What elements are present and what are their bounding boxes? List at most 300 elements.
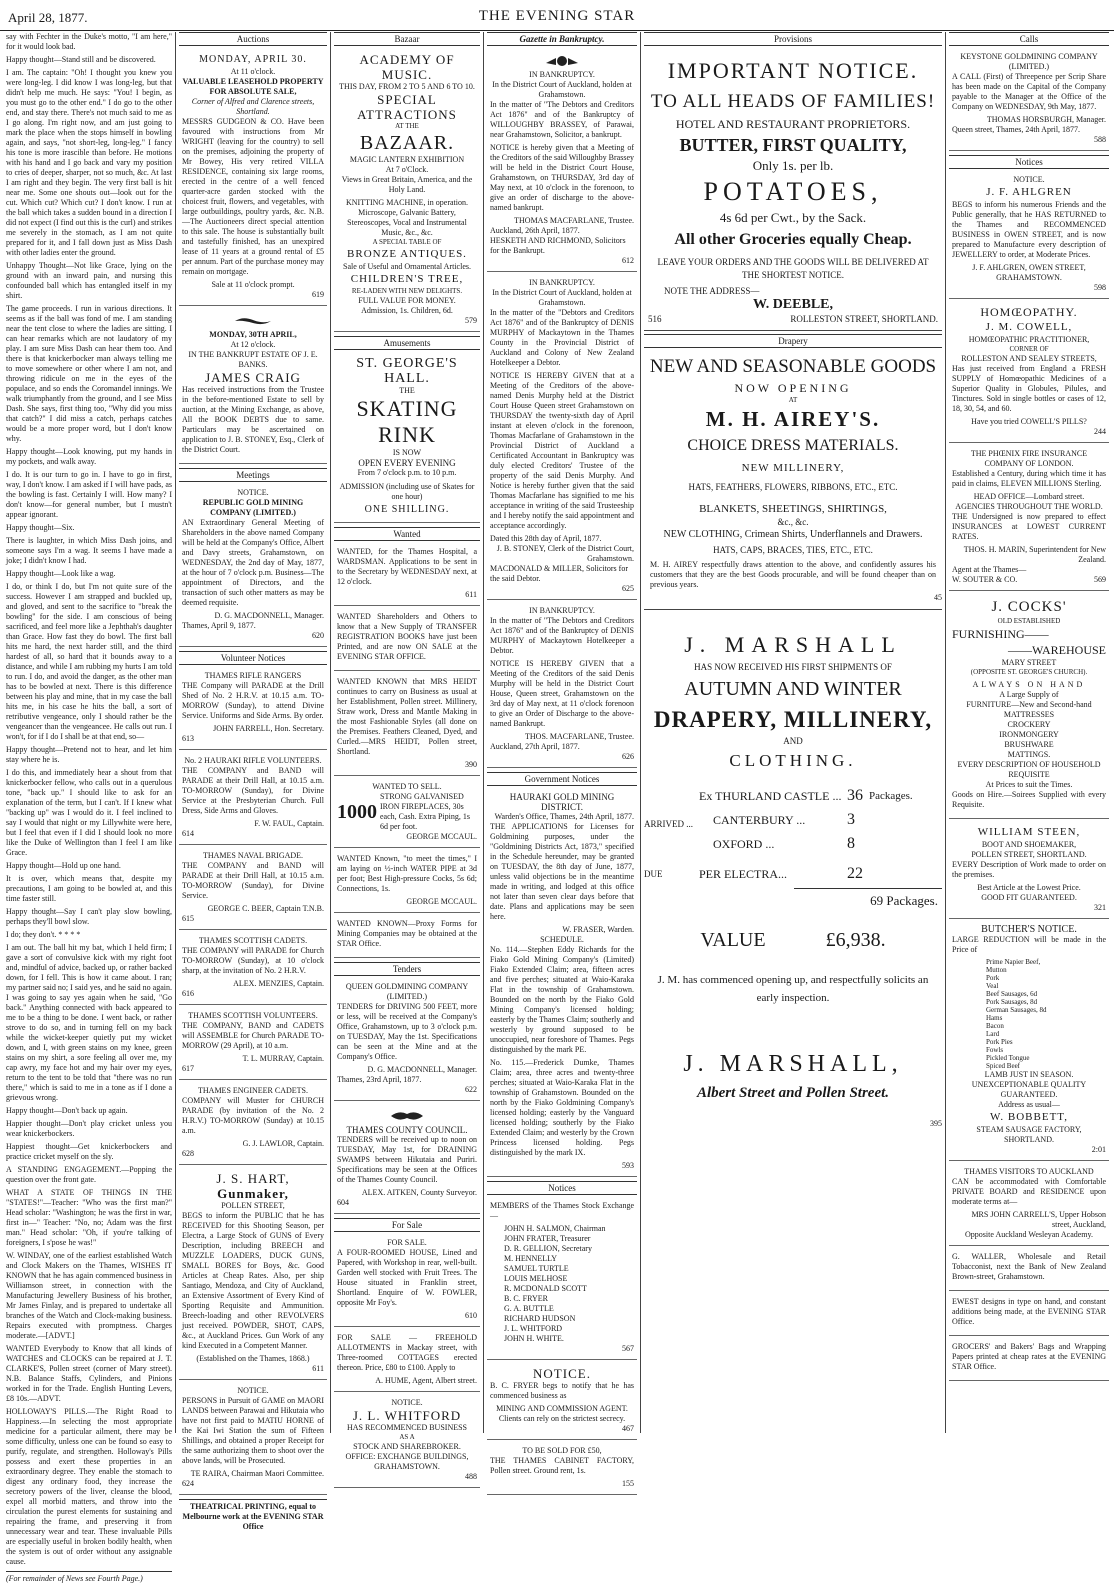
meat-item: Spiced Beef (986, 1062, 1021, 1070)
member-name: R. MCDONALD SCOTT (504, 1284, 587, 1293)
ad-number: 614 (182, 829, 194, 838)
ad-body: THE Undersigned is now prepared to effect INSURANCES at LOWEST CURRENT RATES. (952, 512, 1106, 541)
bazaar-line: Views in Great Britain, America, and the Holy Land. (341, 175, 473, 194)
ad-line: (OPPOSITE ST. GEORGE'S CHURCH). (970, 668, 1088, 676)
skating-ad (334, 354, 480, 523)
news-paragraph: Happy thought—Look like a wag. (6, 569, 116, 578)
bazaar-line: KNITTING MACHINE, in operation. Microscope, Galvanic Battery, Stereoscopes, Vocal and Instrumental Music, &c., &c. (346, 198, 468, 237)
business-name: J. MARSHALL (684, 632, 902, 657)
signature: TE RAIRA, Chairman Maori Committee. (190, 1469, 324, 1478)
package-count: 3 (847, 811, 855, 828)
ad-line: HOTEL AND RESTAURANT PROPRIETORS. (675, 117, 911, 131)
member-name: B. C. FRYER (504, 1294, 549, 1303)
ad-number: 604 (337, 1198, 349, 1207)
ad-body: STRONG GALVANISED IRON FIREPLACES, 30s each, Cash. Extra Piping, 1s 6d per foot. (380, 792, 470, 831)
signature: A. HUME, Agent, Albert street. (375, 1376, 477, 1385)
meeting-notice (179, 486, 327, 647)
ad-body: TENDERS for DRIVING 500 FEET, more or less, will be received at the Company's Office, Grahamstown, up to 3 o'clock p.m. on TUESDAY, May the 1st. Specifications can be seen at the Mine and at the Company's Office. (337, 1002, 477, 1061)
ad-body: WANTED KNOWN—Proxy Forms for Mining Companies may be obtained at the STAR Office. (337, 919, 477, 948)
ad-number: 488 (465, 1472, 477, 1481)
section-header-notices: Notices (487, 1181, 637, 1195)
news-paragraph: It is over, which means that, despite my precautions, I am going to be bowled at, and this time faster still. (6, 874, 172, 903)
ship-name: PER ELECTRA... (699, 867, 788, 881)
notice-date: Thames, April 9, 1877. (182, 621, 256, 630)
notice-date: Auckland, 27th April, 1877. (490, 742, 580, 751)
ad-line: AS A (399, 1433, 415, 1441)
rink-line: IS NOW (392, 448, 422, 457)
wanted-ad (334, 675, 480, 776)
news-footer: (For remainder of News see Fourth Page.) (6, 1571, 172, 1584)
member-name: M. HENNELLY (504, 1254, 557, 1263)
ad-line: CORNER OF (1009, 345, 1049, 353)
column-bankruptcy (487, 32, 637, 1488)
solicitor: MACDONALD & MILLER, Solicitors for the said Debtor. (490, 564, 628, 583)
notice-matter: In the matter of "The Debtors and Creditors Act 1876" and of the Bankruptcy of WILLOUGHBY BRASSEY, of Parawai, near Grahamstown, Solicitor, a bankrupt. (490, 100, 634, 139)
ad-title: THAMES COUNTY COUNCIL. (346, 1125, 468, 1135)
news-paragraph: WHAT A STATE OF THINGS IN THE "STATES!"—Teacher: "Who was the first man?" Head scholar: "Washington; he was the first in war, first in—" Teacher: "No, no; Adam was the first man." Head scholar: "Oh, if you're talking of foreigners, I s'pose he was!" (6, 1188, 172, 1247)
news-paragraph: Happy thought—Six. (6, 523, 75, 532)
signature: F. W. FAUL, Captain. (254, 819, 324, 828)
ad-subheadline: TO ALL HEADS OF FAMILIES! (650, 91, 936, 112)
ad-number: 588 (1094, 135, 1106, 144)
notice-body: NOTICE IS HEREBY GIVEN that a Meeting of the Creditors of the said Denis Murphy will be held in the District Court House, Queen street, Grahamstown on the 3rd day of May next, at 11 o'clock forenoon to give an Order of Discharge to the above-named Bankrupt. (490, 659, 634, 728)
ad-number: 613 (182, 734, 194, 743)
section-header-calls: Calls (949, 32, 1109, 46)
ad-number: 244 (1094, 427, 1106, 436)
ad-body: G. WALLER, Wholesale and Retail Tobacconist, next the Bank of New Zealand Brown-street, Grahamstown. (952, 1252, 1106, 1281)
paper-bags-ad (949, 1340, 1109, 1381)
section-header-amusements: Amusements (334, 336, 480, 350)
news-paragraph: I do this, and immediately hear a shout from that knickerbocker fellow, who calls out in a querulous tone, "back up." I should like to ask for an explanation of the term, but I can't. If I knew what "backing up" was I would do it. I feel inclined to say I would that night or my Lillywhite were here, but I feel that even if I did I should look no more like the Duke of Wellington than I feel I am like Grace. (6, 768, 172, 857)
column-rule (330, 32, 331, 1433)
auction-title: IN THE BANKRUPT ESTATE OF J. E. BANKS. (188, 350, 318, 369)
notice-title: IN BANKRUPTCY. (529, 70, 595, 79)
auction-ad (179, 50, 327, 306)
bazaar-ad (334, 50, 480, 332)
rink-line: OPEN EVERY EVENING (358, 458, 456, 468)
furniture-ad (949, 595, 1109, 819)
signature: GEORGE MCCAUL. (406, 832, 477, 841)
notice-title: NOTICE. (237, 1386, 269, 1395)
agent-notice (487, 1364, 637, 1440)
paper-title: THE EVENING STAR (478, 8, 636, 24)
notice-body: THE COMPANY and BAND will PARADE at their Drill Hall, at 10.15 a.m. TO-MORROW (Sunday), for Divine Service at the Presbyterian Church. Full Dress, Side Arms and Gloves. (182, 766, 324, 815)
news-paragraph: Happy thought—Look knowing, put my hands in my pockets, and walk away. (6, 447, 172, 466)
business-name: J. F. AHLGREN (986, 186, 1072, 198)
signature: ALEX. MENZIES, Captain. (233, 979, 324, 988)
ad-number: 321 (1094, 903, 1106, 912)
member-name: JOHN H. SALMON, Chairman (504, 1224, 606, 1233)
ad-line: ALWAYS ON HAND (972, 680, 1086, 689)
furniture-item: BRUSHWARE (1004, 740, 1054, 749)
schedule-item: No. 115.—Frederick Dumke, Thames Claim; area, three acres and twenty-three perches; situated at Waio-Karaka Flat in the township of Grahamstown. Bounded on the north by the Fiako Goldmining Company's licensed holding; easterly by the Vanguard licensed holding; southerly by the Fiako Extended Claim; and westerly by the Crown Princess licensed holding. Pegs distinguished by the mark IX. (490, 1058, 634, 1157)
company-name: REPUBLIC GOLD MINING COMPANY (LIMITED.) (202, 498, 304, 517)
meat-item: Veal (986, 982, 999, 990)
auction-sale-time: Sale at 11 o'clock prompt. (211, 280, 295, 289)
rink-line: ADMISSION (including use of Skates for one hour) (339, 482, 475, 501)
column-auctions (179, 32, 327, 1531)
ad-line: LAMB JUST IN SEASON. (984, 1070, 1074, 1079)
volunteer-notice (179, 849, 327, 930)
auctioneer-name: JAMES CRAIG (205, 370, 301, 385)
bazaar-heading: SPECIAL ATTRACTIONS (357, 92, 457, 122)
ad-title: BUTCHER'S NOTICE. (981, 924, 1077, 935)
notice-title: THAMES RIFLE RANGERS (204, 671, 302, 680)
ad-number: 579 (465, 316, 477, 325)
signature: G. J. LAWLOR, Captain. (242, 1139, 324, 1148)
notice-body: AN Extraordinary General Meeting of Shareholders in the above named Company will be held at the Company's Office, Albert and Davy streets, Grahamstown, on WEDNESDAY, the 2nd day of May, 1877, at the hour of 7 o'clock p.m. Business—The appointment of Directors, and the transaction of such other matters as may be deemed requisite. (182, 518, 324, 607)
homeopathy-ad (949, 303, 1109, 443)
ad-number: 622 (465, 1085, 477, 1094)
auction-ad (179, 310, 327, 464)
signature: MRS JOHN CARRELL'S, Upper Hobson street, Auckland, (971, 1210, 1106, 1229)
ad-headline: NEW AND SEASONABLE GOODS (649, 356, 937, 377)
signature: THOS. H. MARIN, Superintendent for New Zealand. (963, 545, 1106, 564)
notice-body: BEGS to inform his numerous Friends and the Public generally, that he HAS RETURNED to the Thames and RECOMMENCED BUSINESS in OWEN STREET, and is now prepared to Manufacture every description of JEWELLERY to order, at Moderate Prices. (952, 200, 1106, 259)
notice-title: No. 2 HAURAKI RIFLE VOLUNTEERS. (184, 756, 322, 765)
package-count: 36 (847, 787, 863, 804)
tender-ad (334, 1105, 480, 1214)
auction-time: At 12 o'clock. (230, 340, 276, 349)
ad-line: At Prices to suit the Times. (985, 780, 1073, 789)
news-paragraph: Happy thought—Stand still and be discovered. (6, 55, 156, 64)
meat-list (952, 958, 1106, 1070)
ad-body: EVERY Description of Work made to order on the premises. (952, 860, 1106, 879)
tobacconist-ad (949, 1250, 1109, 1291)
bazaar-hours: THIS DAY, FROM 2 TO 5 AND 6 TO 10. (339, 82, 475, 91)
quantity-number: 1000 (337, 801, 377, 823)
ad-body: BEGS to inform the PUBLIC that he has RECEIVED for this Shooting Season, per Electra, a Large Stock of GUNS of Every Description, including BREECH and MUZZLE LOADERS, DUCK GUNS, SMALL BORES for Boys, &c. Good Articles at Cheap Rates. Also, per ship Santiago, Mendoza, and City of Auckland, an Extensive Assortment of Every Kind of Sporting Requisite and Ammunition. Breech-loading and other REVOLVERS just received. POWDER, SHOT, CAPS, &c., at Auckland Prices. Gun Work of any kind Executed in a Competent Manner. (182, 1211, 324, 1350)
business-street: POLLEN STREET, (221, 1201, 285, 1210)
furniture-item: IRONMONGERY (999, 730, 1059, 739)
column-calls-notices (949, 32, 1109, 1433)
notice-title: HAURAKI GOLD MINING DISTRICT. (509, 792, 615, 812)
ad-body: WANTED, for the Thames Hospital, a WARDSMAN. Applications to be sent in to the Secretary by WEDNESDAY next, at 12 o'clock. (337, 547, 477, 586)
venue-name: ACADEMY OF MUSIC. (359, 52, 455, 82)
court-name: In the District Court of Auckland, holden at Grahamstown. (492, 288, 632, 307)
royal-arms-icon (542, 54, 582, 68)
column-bazaar (334, 32, 480, 1481)
meat-item: Pork Pies (986, 1038, 1013, 1046)
column-provisions-drapery (644, 32, 942, 1433)
hand-pointer-icon (233, 314, 273, 328)
news-paragraph: I am out. The ball hit my bat, which I held firm; I gave a sort of convulsive kick with my right foot and, mindful of advice, backed up, or rather backed down, for I fell. This is how it came about. I ran; my partner said no; I said yes, and he said no again. I was going to say yes again when he said, "Go back." Anything connected with back appeared to me to be a thing to be done. I went back, or rather strove to do so, and in turning fell on my back while the wicket-keeper quietly put my wicket down, and I, with green stains on my knee, green stains on my shirt, a sore feeling all over me, my cap awry, my face hot and my hair over my eyes, return to the tent to be told that "there was no run there," which is said to me in a tone as if I done a grievous wrong. (6, 943, 172, 1102)
meat-item: Pickled Tongue (986, 1054, 1030, 1062)
ad-body: FOR SALE — FREEHOLD ALLOTMENTS in Mackay street, with Three-roomed COTTAGES erected thereon. Price, £80 to £100. Apply to (337, 1333, 477, 1372)
column-rule (175, 32, 176, 1433)
business-name: W. DEEBLE, (752, 297, 833, 312)
ad-number: 390 (465, 760, 477, 769)
established-note: (Established on the Thames, 1868.) (196, 1354, 310, 1363)
ad-title: THAMES VISITORS TO AUCKLAND (964, 1167, 1094, 1176)
ad-price: Only 1s. per lb. (752, 158, 834, 173)
package-count: 8 (847, 835, 855, 852)
ad-title: QUEEN GOLDMINING COMPANY (LIMITED.) (345, 982, 469, 1001)
ad-number: 628 (182, 1149, 194, 1158)
jeweller-notice (949, 173, 1109, 299)
ad-number: 611 (312, 1364, 324, 1373)
ad-product: BUTTER, FIRST QUALITY, (679, 135, 907, 155)
bootmaker-ad (949, 823, 1109, 919)
bazaar-line: MAGIC LANTERN EXHIBITION (349, 155, 465, 164)
volunteer-notice (179, 1084, 327, 1165)
ad-body: TENDERS will be received up to noon on TUESDAY, May 1st, for DRAINING SWAMPS between Hikutaia and Puriri. Specifications may be seen at the Offices of the Thames County Council. (337, 1135, 477, 1184)
ad-body: EWEST designs in type on hand, and constant additions being made, at the EVENING STAR Office. (952, 1297, 1106, 1326)
business-address: ROLLESTON STREET, SHORTLAND. (790, 314, 938, 324)
wanted-ad (334, 917, 480, 958)
notice-title: IN BANKRUPTCY. (529, 606, 595, 615)
ad-price: 4s 6d per Cwt., by the Sack. (719, 210, 867, 225)
section-header-wanted: Wanted (334, 527, 480, 541)
ad-line: A Large Supply of (999, 690, 1059, 699)
volunteer-notice (179, 934, 327, 1005)
solicitor: HESKETH AND RICHMOND, Solicitors for the Bankrupt. (490, 236, 626, 255)
signature: J. B. STONEY, Clerk of the District Court, Grahamstown. (496, 544, 634, 563)
game-notice (179, 1384, 327, 1495)
meat-item: Prime Napier Beef, (986, 958, 1041, 966)
ad-line: NOW OPENING (734, 381, 852, 395)
notice-body: COMPANY will Muster for CHURCH PARADE (by invitation of the No. 2 H.R.V.) TO-MORROW (Sunday) at 10.15 a.m. (182, 1096, 324, 1135)
business-name: J. M. COWELL, (985, 321, 1073, 333)
tender-ad (334, 980, 480, 1101)
notice-title: IN BANKRUPTCY. (529, 278, 595, 287)
ad-number: 395 (930, 1119, 942, 1128)
meat-item: Hams (986, 1014, 1003, 1022)
news-paragraph: A STANDING ENGAGEMENT.—Popping the question over the front gate. (6, 1165, 172, 1184)
notice-title: THAMES SCOTTISH CADETS. (198, 936, 308, 945)
agent-name: W. SOUTER & CO. (952, 575, 1018, 584)
ad-body: CAN be accommodated with Comfortable PRIVATE BOARD and RESIDENCE upon moderate terms at— (952, 1177, 1106, 1206)
notice-date: Queen street, Thames, 24th April, 1877. (952, 125, 1081, 134)
ad-line: LEAVE YOUR ORDERS AND THE GOODS WILL BE DELIVERED AT THE SHORTEST NOTICE. (657, 257, 929, 280)
news-paragraph: I do, or think I do, but I'm not quite sure of the success. However I am strapped and buckled up, and gloved, and sent to the sacrifice to "break the bowling" for the side. I am conscious of being sacrificed, and feel more like a Jephthah's daughter than Grace. How fast they do bowl. The first ball hits me hard, the next harder still, and the third hardest of all, so hard that it bounds away to a distance, and while I am rubbing my hurts I am told to run. I do, and avoid the danger, as the other man has to be bowled at next. There is this difference between his play and mine, that in my case the ball hits me, in his case he hits the ball, a sort of retributive vengeance, only I should rather be the vengeancer than the vengeancee. He calls out run. I won't, for if I do I shall be at that end, so— (6, 582, 172, 741)
signature: JOHN FARRELL, Hon. Secretary. (213, 724, 324, 733)
crest-icon (387, 1109, 427, 1123)
ad-line: UNEXCEPTIONABLE QUALITY GUARANTEED. (971, 1080, 1087, 1099)
issue-date: April 28, 1877. (8, 10, 88, 25)
meat-item: Pork (986, 974, 1000, 982)
gunmaker-ad (179, 1169, 327, 1380)
ad-headline: ——WAREHOUSE (1008, 643, 1106, 657)
bazaar-at: AT THE (395, 122, 419, 130)
ad-line: FURNITURE—New and Second-hand (966, 700, 1092, 709)
business-trade: STEAM SAUSAGE FACTORY, (976, 1125, 1082, 1134)
ad-number: 611 (465, 590, 477, 599)
section-header-meetings: Meetings (179, 468, 327, 482)
column-rule (640, 32, 641, 1433)
auction-date: MONDAY, APRIL 30. (199, 54, 307, 65)
ad-body: Goods on Hire.—Soirees Supplied with every Requisite. (952, 790, 1106, 809)
ship-name: CANTERBURY ... (713, 813, 806, 827)
value-amount: £6,938. (825, 929, 886, 951)
signature: T. L. MURRAY, Captain. (242, 1054, 324, 1063)
signature: D. G. MACDONNELL, Manager. (214, 611, 324, 620)
ad-line: BLANKETS, SHEETINGS, SHIRTINGS, (699, 503, 887, 515)
notice-body: THE COMPANY will PARADE for Church TO-MORROW (Sunday), at 10 o'clock sharp, at the invitation of No. 2 H.R.V. (182, 946, 324, 975)
member-name: SAMUEL TURTLE (504, 1264, 569, 1273)
ad-number: 467 (622, 1424, 634, 1433)
meat-item: Lard (986, 1030, 1000, 1038)
ad-line: AGENCIES THROUGHOUT THE WORLD. (955, 502, 1103, 511)
volunteer-notice (179, 669, 327, 750)
ad-headline: AUTUMN AND WINTER (684, 678, 902, 700)
section-header-bazaar: Bazaar (334, 32, 480, 46)
ad-headline: CLOTHING. (729, 751, 857, 770)
sale-notice (487, 1444, 637, 1495)
provisions-ad (644, 50, 942, 331)
news-article (6, 32, 172, 1567)
news-paragraph: Happy thought—Say I can't play slow bowling, perhaps they'll bowl slow. (6, 907, 172, 926)
stock-exchange-members (487, 1199, 637, 1360)
ad-number: 610 (465, 1311, 477, 1320)
furniture-item: MATTRESSES (1003, 710, 1055, 719)
ad-number: 616 (182, 989, 194, 998)
auction-location: Corner of Alfred and Clarence streets, Shortland. (191, 97, 315, 116)
ad-line: HATS, FEATHERS, FLOWERS, RIBBONS, ETC., ETC. (688, 482, 898, 492)
bazaar-line: RE-LADEN WITH NEW DELIGHTS. (351, 287, 463, 295)
airey-ad (644, 352, 942, 610)
volunteer-notice (179, 754, 327, 845)
auction-time: At 11 o'clock. (230, 67, 276, 76)
bazaar-line: CHILDREN'S TREE, (350, 273, 464, 285)
furniture-item: CROCKERY (1007, 720, 1051, 729)
bankruptcy-notice (487, 50, 637, 272)
ad-number: 619 (312, 290, 324, 299)
ad-line: HAS NOW RECEIVED HIS FIRST SHIPMENTS OF (694, 662, 892, 672)
notice-body: THE COMPANY, BAND and CADETS will ASSEMBLE for Church PARADE TO-MORROW (29 April), at 10 a.m. (182, 1021, 324, 1050)
ad-line: HEAD OFFICE—Lombard street. (973, 492, 1085, 501)
printing-ad: THEATRICAL PRINTING, equal to Melbourne work at the EVENING STAR Office (179, 1499, 327, 1532)
call-notice (949, 50, 1109, 151)
member-name: JOHN H. WHITE. (504, 1334, 564, 1343)
sale-ad (334, 1331, 480, 1392)
ad-number: 2:01 (1091, 1145, 1106, 1154)
auction-body: MESSRS GUDGEON & CO. Have been favoured with instructions from Mr WRIGHT (leaving for the country) to sell on the premises, adjoining the property of Mr Bowey, His very retired VILLA RESIDENCE, containing six large rooms, erected in the centre of a well fenced quarter-acre garden stocked with the choicest fruit, flowers, and vegetables, with large outbuildings, poultry yards, &c. N.B.—The Auctioneers direct special attention to this sale. The house is substantially built and tastefully finished, has an unexpired lease of 11 years at a ground rental of £5 per annum. Part of the purchase money may remain on mortgage. (182, 117, 324, 276)
ad-line: OFFICE: EXCHANGE BUILDINGS, GRAHAMSTOWN. (345, 1452, 469, 1471)
notice-body: THE COMPANY and BAND will PARADE at their Drill Hall, at 10.15 a.m. TO-MORROW (Sunday), for Divine Service. (182, 861, 324, 900)
members-list (490, 1224, 634, 1344)
auction-body: Has received instructions from the Trustee in the before-mentioned Estate to sell by auction, at the Mining Exchange, as above, All the BOOK DEBTS due to same. Particulars may be ascertained on application to J. B. STONEY, Esq., Clerk of the District Court. (182, 385, 324, 454)
ad-line: AND (783, 736, 803, 746)
news-paragraph: I am. The captain: "Oh! I thought you knew you were long-leg. I did know I was long-leg, but that didn't help me much. He says: "You! I begin, as you must go to the other end." I do go to the other end, and stay there. There's not much said to me as I go along. I'm right now, and am just going to mark the place when the stops himself in bowling again, and says, "not short-leg, long-leg." I fancy his tone is more irascible than before. He motions with his hand and I go back and vary my position to cries of deeper, sharper, not so much, &c. At last I am right and they begin. The very first ball is hit near me. Some one shouts out—look out for the cut. Which cut? Which cut? I don't know. I run at the ball which takes a sudden bound in a direction I did not expect (I find out this is the curl) and strikes me severely in the stomach, as I am not quite prepared for it, and I fall down just as Miss Dash with other ladies enter the ground. (6, 68, 172, 257)
ad-number: 598 (1094, 283, 1106, 292)
bazaar-line: BRONZE ANTIQUES. (347, 248, 467, 260)
arrived-label: ARRIVED ... (644, 819, 693, 829)
notice-matter: In the matter of the "Debtors and Creditors Act 1876" and of the Bankruptcy of DENIS MURPHY of Mackaytown in the Thames County in the Provincial District of Auckland and Colony of New Zealand Hotelkeeper a Debtor. (490, 308, 634, 367)
shipment-table (644, 784, 942, 913)
column-news (6, 32, 172, 1583)
news-paragraph: I do. It is our turn to go in. I have to go in first, way, I don't know. I am asked if I will have pads, as the bowling is fast. Certainly I will. How many? I don't know—for general number, but I mustn't appear ignorant. (6, 470, 172, 519)
ad-slogan: All other Groceries equally Cheap. (674, 231, 912, 248)
notice-body: THE THAMES CABINET FACTORY, Pollen street. Ground rent, 1s. (490, 1456, 634, 1475)
news-paragraph: say with Fechter in the Duke's motto, "I am here," for it would look bad. (6, 32, 172, 51)
ad-line: Opposite Auckland Wesleyan Academy. (965, 1230, 1093, 1239)
member-name: G. A. BUTTLE (504, 1304, 554, 1313)
business-trade: Gunmaker, (217, 1186, 289, 1201)
notice-date: Auckland, 26th April, 1877. (490, 226, 580, 235)
member-name: JOHN FRATER, Treasurer (504, 1234, 591, 1243)
meat-item: German Sausages, 8d (986, 1006, 1047, 1014)
member-name: J. L. WHITFORD (504, 1324, 563, 1333)
volunteer-notices (179, 669, 327, 1165)
ad-product: POTATOES, (703, 177, 883, 206)
ad-line: Agent at the Thames— (952, 565, 1027, 574)
ad-number: 620 (312, 631, 324, 640)
court-name: In the District Court of Auckland, holden at Grahamstown. (492, 80, 632, 99)
signature: J. F. AHLGREN, OWEN STREET, GRAHAMSTOWN. (972, 263, 1086, 282)
section-header-for-sale: For Sale (334, 1218, 480, 1232)
agent-role: MINING AND COMMISSION AGENT. (496, 1404, 628, 1413)
notice-title: THAMES ENGINEER CADETS. (198, 1086, 308, 1095)
notice-body: NOTICE is hereby given that a Meeting of the Creditors of the said Willoughby Brassey will be held in the District Court House, Grahamstown, on THURSDAY, 3rd day of May next, at 10 o'clock in the forenoon, to give an order of discharge to the above-named bankrupt. (490, 143, 634, 212)
news-paragraph: There is laughter, in which Miss Dash joins, and someone says I'm a wag. It seems I have made a joke; I didn't know I had. (6, 536, 172, 565)
section-header-government: Government Notices (487, 772, 637, 786)
package-count: 22 (847, 865, 863, 882)
notice-body: PERSONS in Pursuit of GAME on MAORI LANDS between Parawai and Hikutaia who have not first paid to MATIU HORNE of the Kai Iwi Station the sum of Fifteen Shillings, and obtained a proper Receipt for the same authorizing them to shoot over the above lands, will be Prosecuted. (182, 1396, 324, 1465)
notice-title: THAMES SCOTTISH VOLUNTEERS. (188, 1011, 318, 1020)
member-name: LOUIS MELHOSE (504, 1274, 568, 1283)
notice-date: Dated this 28th day of April, 1877. (490, 534, 602, 543)
venue-name: ST. GEORGE'S HALL. (356, 356, 458, 386)
ad-title: THE PHŒNIX FIRE INSURANCE COMPANY OF LONDON. (970, 449, 1088, 468)
business-name: J. COCKS' (991, 599, 1067, 615)
ad-body: WANTED Known, "to meet the times," I am laying on ½-inch WATER PIPE at 3d per foot; Best High-pressure Cocks, 5s 6d; Connections, 1s. (337, 854, 477, 893)
volunteer-notice (179, 1009, 327, 1080)
ad-line: AT (788, 396, 798, 404)
wanted-ad (334, 780, 480, 848)
news-paragraph: Unhappy Thought—Not like Grace, lying on the ground with an inward pain, and nursing this confounded ball which has entangled itself in my shirt. (6, 261, 172, 300)
insurance-ad (949, 447, 1109, 591)
notice-title: NOTICE. (533, 1366, 591, 1381)
notice-title: NOTICE. (237, 488, 269, 497)
schedule-item: No. 114.—Stephen Eddy Richards for the Fiako Gold Mining Company's (Limited) Fiako Extended Claim; area, fifteen acres and five perches; situated at Waio-Karaka Flat in the township of Grahamstown. Bounded on the north by the Fiako Gold Mining Company's licensed holding; easterly by the Thames Claim; southerly and westerly by ground supposed to be unoccupied, near foreshore of Thames. Pegs distinguished by the mark PE. (490, 945, 634, 1054)
meat-item: Bacon (986, 1022, 1004, 1030)
butcher-ad (949, 923, 1109, 1161)
office-date: Warden's Office, Thames, 24th April, 1877. (494, 812, 634, 821)
agent-line: Clients can rely on the strictest secrecy. (498, 1414, 626, 1423)
news-paragraph: Happy thought—Don't back up again. (6, 1106, 128, 1115)
ad-body: Has just received from England a FRESH SUPPLY of Homœopathic Medicines of a Superior Quality in Globules, Pilules, and Tinctures. Sold in single bottles or cases of 12, 18, 30, 54, and 60. (952, 364, 1106, 413)
member-name: D. R. GELLION, Secretary (504, 1244, 592, 1253)
ad-date: Thames, 23rd April, 1877. (337, 1075, 422, 1084)
ad-number: 155 (622, 1479, 634, 1488)
rink-price: ONE SHILLING. (364, 504, 450, 515)
column-rule (483, 32, 484, 1433)
business-name: W. BOBBETT, (990, 1111, 1068, 1123)
ad-number: 567 (622, 1344, 634, 1353)
news-paragraph: Happy thought—Pretend not to hear, and let him stay where he is. (6, 745, 172, 764)
ad-line: Best Article at the Lowest Price. (977, 883, 1081, 892)
government-notice (487, 790, 637, 1177)
sale-ad (334, 1236, 480, 1327)
wanted-ad (334, 610, 480, 671)
ad-number: 516 (648, 314, 662, 324)
section-header-notices: Notices (949, 155, 1109, 169)
furniture-item: MATTINGS. (1007, 750, 1051, 759)
ad-body: A FOUR-ROOMED HOUSE, Lined and Papered, with Workshop in rear, well-built. Garden well stocked with Fruit Trees. The House situated in Franklin street, Shortland. Enquire of W. FOWLER, opposite Mr Foy's. (337, 1248, 477, 1307)
news-paragraph: HOLLOWAY'S PILLS.—The Right Road to Happiness.—In selecting the most appropriate medicine for a particular ailment, there may be some difficulty, unless one can be found so easy to purify, regulate, and strengthen. Holloway's Pills possess and exert these properties in an extraordinary degree. They enable the stomach to digest any ordinary food, they increase the secretory powers of the liver, cleanse the blood, expel all morbid matters, and throw into the circulation the purest elements for sustaining and repairing the frame, and preserving it from unnecessary wear and tear. These invaluable Pills are especially useful in broken bodily health, when the system is out of order without any assignable cause. (6, 1407, 172, 1566)
ad-body: J. M. has commenced opening up, and respectfully solicits an early inspection. (657, 974, 929, 1004)
news-paragraph: I do; they don't. * * * * (6, 930, 81, 939)
business-trade: BOOT AND SHOEMAKER, (981, 840, 1077, 849)
section-header-gazette: Gazette in Bankruptcy. (487, 32, 637, 46)
ad-headline: IMPORTANT NOTICE. (667, 58, 919, 83)
ad-headline: DRAPERY, MILLINERY, (653, 707, 933, 732)
business-trade: HOMŒOPATHIC PRACTITIONER, (968, 335, 1090, 344)
value-label: VALUE (700, 929, 766, 951)
ad-line: NOTE THE ADDRESS— (664, 286, 760, 296)
bazaar-line: FULL VALUE FOR MONEY. (358, 296, 456, 305)
